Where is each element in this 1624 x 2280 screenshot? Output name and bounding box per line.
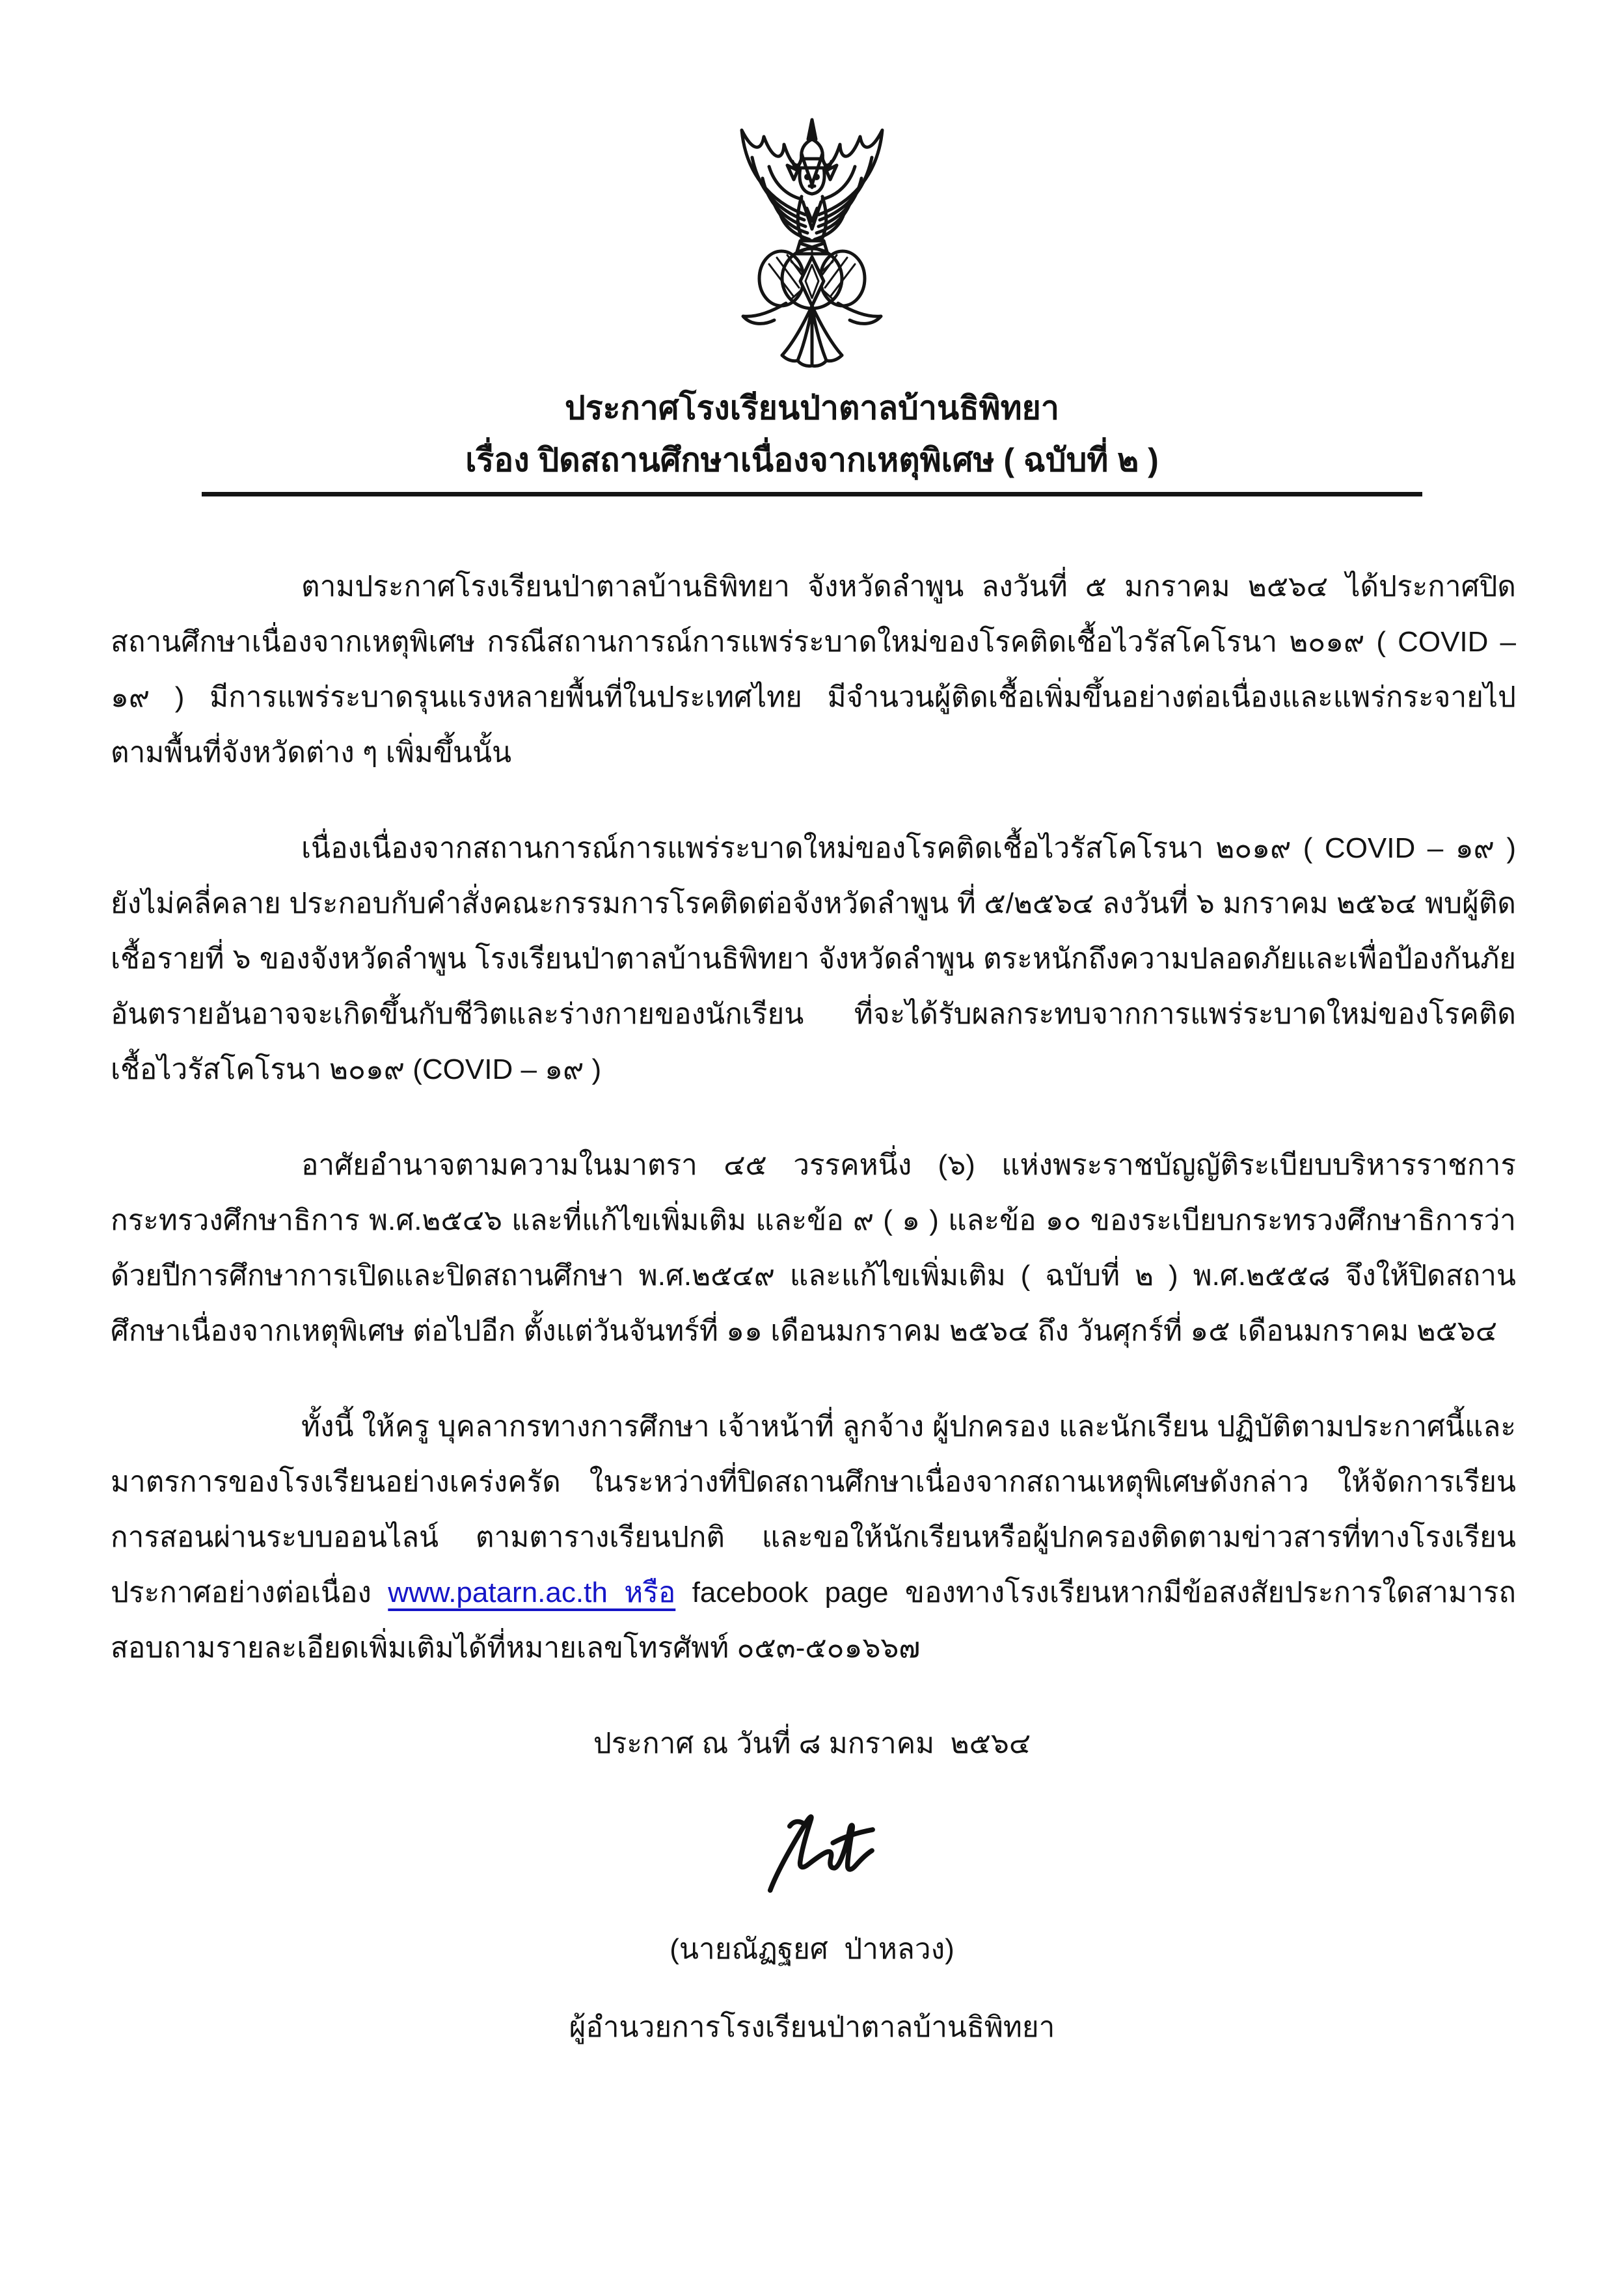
- paragraph-4-text-after-link: facebook page ของทางโรงเรียนหากมีข้อสงสัยประการใดสามารถสอบถามรายละเอียดเพิ่มเติมได้ที่หมายเลขโทรศัพท์ ๐๕๓-๕๐๑๖๖๗: [111, 1577, 1516, 1664]
- signature-container: [0, 1801, 1624, 1899]
- announcement-date-line: ประกาศ ณ วันที่ ๘ มกราคม ๒๕๖๔: [593, 1728, 1031, 1759]
- document-title-line1: ประกาศโรงเรียนป่าตาลบ้านธิพิทยา: [565, 390, 1059, 426]
- paragraph-3: อาศัยอำนาจตามความในมาตรา ๔๕ วรรคหนึ่ง (๖) แห่งพระราชบัญญัติระเบียบบริหารราชการกระทรวงศึกษาธิการ พ.ศ.๒๕๔๖ และที่แก้ไขเพิ่มเติม และข้อ ๙ ( ๑ ) และข้อ ๑๐ ของระเบียบกระทรวงศึกษาธิการว่าด้วยปีการศึกษาการเปิดและปิดสถานศึกษา พ.ศ.๒๕๔๙ และแก้ไขเพิ่มเติม ( ฉบับที่ ๒ ) พ.ศ.๒๕๕๘ จึงให้ปิดสถานศึกษาเนื่องจากเหตุพิเศษ ต่อไปอีก ตั้งแต่วันจันทร์ที่ ๑๑ เดือนมกราคม ๒๕๖๔ ถึง วันศุกร์ที่ ๑๕ เดือนมกราคม ๒๕๖๔: [111, 1149, 1516, 1347]
- director-signature-icon: [727, 1801, 897, 1899]
- school-website-link[interactable]: www.patarn.ac.th หรือ: [388, 1577, 676, 1608]
- paragraph-4: [111, 1399, 1516, 1676]
- title-divider: [202, 492, 1422, 496]
- document-body: [111, 559, 1516, 1676]
- document-title-line2: เรื่อง ปิดสถานศึกษาเนื่องจากเหตุพิเศษ ( ฉบับที่ ๒ ): [465, 442, 1159, 478]
- signer-title: ผู้อำนวยการโรงเรียนป่าตาลบ้านธิพิทยา: [569, 2011, 1055, 2043]
- paragraph-4-text-before-link: ทั้งนี้ ให้ครู บุคลากรทางการศึกษา เจ้าหน้าที่ ลูกจ้าง ผู้ปกครอง และนักเรียน ปฏิบัติตามประกาศนี้และมาตรการของโรงเรียนอย่างเคร่งครัด ในระหว่างที่ปิดสถานศึกษาเนื่องจากสถานเหตุพิเศษดังกล่าว ให้จัดการเรียนการสอนผ่านระบบออนไลน์ ตามตารางเรียนปกติ และขอให้นักเรียนหรือผู้ปกครองติดตามข่าวสารที่ทางโรงเรียนประกาศอย่างต่อเนื่อง: [111, 1411, 1516, 1608]
- signer-name: (นายณัฏฐยศ ป่าหลวง): [670, 1933, 954, 1965]
- paragraph-2: เนื่องเนื่องจากสถานการณ์การแพร่ระบาดใหม่ของโรคติดเชื้อไวรัสโคโรนา ๒๐๑๙ ( COVID – ๑๙ ) ยังไม่คลี่คลาย ประกอบกับคำสั่งคณะกรรมการโรคติดต่อจังหวัดลำพูน ที่ ๕/๒๕๖๔ ลงวันที่ ๖ มกราคม ๒๕๖๔ พบผู้ติดเชื้อรายที่ ๖ ของจังหวัดลำพูน โรงเรียนป่าตาลบ้านธิพิทยา จังหวัดลำพูน ตระหนักถึงความปลอดภัยและเพื่อป้องกันภัยอันตรายอันอาจจะเกิดขึ้นกับชีวิตและร่างกายของนักเรียน ที่จะได้รับผลกระทบจากการแพร่ระบาดใหม่ของโรคติดเชื้อไวรัสโคโรนา ๒๐๑๙ (COVID – ๑๙ ): [111, 832, 1516, 1085]
- emblem-container: [0, 111, 1624, 371]
- paragraph-1: ตามประกาศโรงเรียนป่าตาลบ้านธิพิทยา จังหวัดลำพูน ลงวันที่ ๕ มกราคม ๒๕๖๔ ได้ประกาศปิดสถานศึกษาเนื่องจากเหตุพิเศษ กรณีสถานการณ์การแพร่ระบาดใหม่ของโรคติดเชื้อไวรัสโคโรนา ๒๐๑๙ ( COVID – ๑๙ ) มีการแพร่ระบาดรุนแรงหลายพื้นที่ในประเทศไทย มีจำนวนผู้ติดเชื้อเพิ่มขึ้นอย่างต่อเนื่องและแพร่กระจายไปตามพื้นที่จังหวัดต่าง ๆ เพิ่มขึ้นนั้น: [111, 571, 1516, 768]
- garuda-emblem-icon: [714, 111, 910, 371]
